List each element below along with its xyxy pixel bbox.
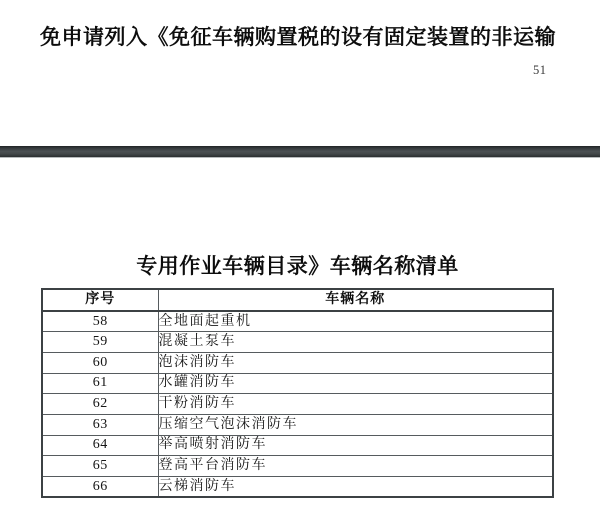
cell-serial: 60 [42, 352, 158, 373]
cell-name: 压缩空气泡沫消防车 [158, 414, 553, 435]
cell-name: 干粉消防车 [158, 394, 553, 415]
header-serial-number: 序号 [42, 289, 158, 311]
table-row [42, 477, 553, 498]
vehicle-name-table [41, 288, 554, 498]
cell-name: 举高喷射消防车 [158, 435, 553, 456]
section-heading: 专用作业车辆目录》车辆名称清单 [136, 254, 459, 278]
header-vehicle-name: 车辆名称 [158, 289, 553, 311]
table-row [42, 456, 553, 477]
cell-serial: 58 [42, 311, 158, 332]
cell-serial: 64 [42, 435, 158, 456]
cell-serial: 66 [42, 477, 158, 498]
table-row [42, 435, 553, 456]
table-row [42, 373, 553, 394]
cell-name: 水罐消防车 [158, 373, 553, 394]
cell-serial: 63 [42, 414, 158, 435]
document-title-line: 免申请列入《免征车辆购置税的设有固定装置的非运输 [40, 25, 556, 49]
table-row [42, 414, 553, 435]
cell-serial: 59 [42, 332, 158, 353]
page-number: 51 [533, 63, 547, 77]
table-row [42, 332, 553, 353]
cell-name: 云梯消防车 [158, 477, 553, 498]
cell-name: 泡沫消防车 [158, 352, 553, 373]
cell-name: 登高平台消防车 [158, 456, 553, 477]
cell-serial: 61 [42, 373, 158, 394]
table-row [42, 352, 553, 373]
cell-name: 全地面起重机 [158, 311, 553, 332]
cell-serial: 62 [42, 394, 158, 415]
page-break-separator-bar [0, 146, 600, 158]
cell-serial: 65 [42, 456, 158, 477]
table-row [42, 311, 553, 332]
cell-name: 混凝土泵车 [158, 332, 553, 353]
table-row [42, 394, 553, 415]
table-header-row [42, 289, 553, 311]
